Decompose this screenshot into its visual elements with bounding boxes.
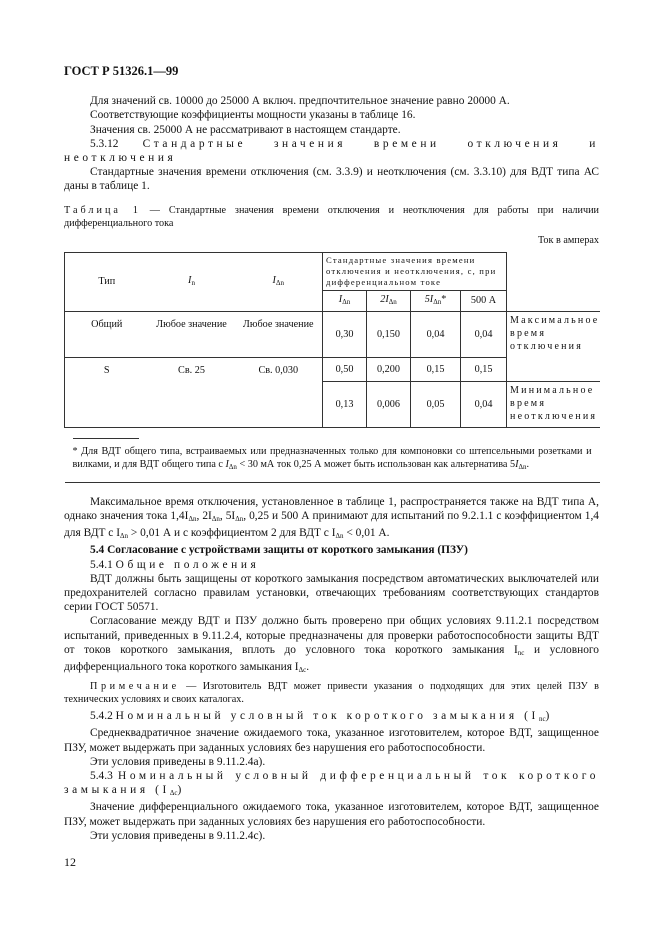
document-page (64, 64, 599, 843)
table-cell: Св. 25 (149, 357, 235, 427)
footnote-rule (73, 438, 139, 439)
section-5-4-2-heading: 5.4.2 Номинальный условный ток короткого замыкания $(I_{nc})$ (90, 710, 550, 724)
section-title: Стандартные значения времени отключения и неотключения (64, 137, 599, 165)
table-cell: Любое значение (235, 311, 323, 357)
table-cell: 0,13 (323, 381, 367, 427)
row-note: Минимальное время неотключения (507, 381, 600, 427)
table-cell: Общий (65, 311, 149, 357)
header-c2: $2I_{\Delta n}$ (367, 290, 411, 311)
paragraph: Значение дифференциального ожидаемого тока, указанное изготовителем, которое ВДТ, защищенное ПЗУ, может выдержать при заданных условиях без нарушения его работоспособности. (64, 801, 599, 828)
document-header: ГОСТ Р 51326.1—99 (64, 64, 179, 78)
page-number: 12 (64, 855, 76, 869)
table-units: Ток в амперах (537, 234, 599, 246)
section-5-4-1-heading: 5.4.1 Общие положения (90, 558, 260, 571)
table-cell: S (65, 357, 149, 427)
table-cell: 0,30 (323, 311, 367, 357)
section-5-4-heading: 5.4 Согласование с устройствами защиты от короткого замыкания (ПЗУ) (90, 544, 468, 557)
table-cell: 0,150 (367, 311, 411, 357)
paragraph: Эти условия приведены в 9.11.2.4с). (90, 829, 266, 842)
header-idn: $I_{\Delta n}$ (235, 252, 323, 311)
header-c1: $I_{\Delta n}$ (323, 290, 367, 311)
table-footnote: * Для ВДТ общего типа, встраиваемых или предназначенных только для компоновки со штепсельными розетками и вилками, и для ВДТ общего типа с $I_{\Delta n} < 30$ мА ток 0,25 А может быть использован как альтернатива $5I_{\Delta n}$. (65, 427, 600, 482)
paragraph: Эти условия приведены в 9.11.2.4а). (90, 755, 266, 768)
table-cell: 0,50 (323, 357, 367, 381)
row-note: Максимальное время отключения (507, 311, 600, 381)
table-1 (64, 252, 600, 483)
table-cell: 0,04 (461, 381, 507, 427)
section-5-4-3-heading: 5.4.3 Номинальный условный дифференциальный ток короткого замыкания $(I_{\Delta c})$ (64, 770, 599, 798)
table-cell: 0,15 (411, 357, 461, 381)
paragraph: ВДТ должны быть защищены от короткого замыкания посредством автоматических выключателей или предохранителей согласно правилам установки, отвечающих требованиям соответствующих стандартов серии ГОСТ 50571. (64, 572, 599, 614)
header-c4: 500 А (461, 290, 507, 311)
header-blank (507, 252, 600, 311)
note: Примечание — Изготовитель ВДТ может привести указания о подходящих для этих целей ПЗУ в технических условиях и своих каталогах. (64, 681, 599, 706)
table-cell: 0,200 (367, 357, 411, 381)
table-cell: Любое значение (149, 311, 235, 357)
after-table-paragraph: Максимальное время отключения, установленное в таблице 1, распространяется также на ВДТ типа А, однако значения тока $1,4I_{\Delta n}$, $2I_{\Delta n}$, $5I_{\Delta n}$, 0,25 и 500 А принимают для испытаний по 9.2.1.1 с коэффициентом 1,4 для ВДТ с $I_{\Delta n} > 0,01$ А и с коэффициентом 2 для ВДТ с $I_{\Delta n} < 0,01$ А. (64, 495, 599, 541)
header-in: $I_n$ (149, 252, 235, 311)
header-type: Тип (65, 252, 149, 311)
table-cell: 0,04 (411, 311, 461, 357)
table-cell: 0,15 (461, 357, 507, 381)
table-cell: 0,006 (367, 381, 411, 427)
table-caption: Таблица 1 — Стандартные значения времени отключения и неотключения для работы при наличии дифференциального тока (64, 204, 599, 229)
header-c3: $5I_{\Delta n}*$ (411, 290, 461, 311)
section-5-3-12-heading (64, 137, 599, 165)
paragraph: Среднеквадратичное значение ожидаемого тока, указанное изготовителем, которое ВДТ, защищенное ПЗУ, может выдержать при заданных условиях без нарушения его работоспособности. (64, 727, 599, 754)
table-cell: 0,04 (461, 311, 507, 357)
header-group: Стандартные значения времени отключения и неотключения, с, при дифференциальном токе (323, 252, 507, 290)
paragraph: Согласование между ВДТ и ПЗУ должно быть проверено при общих условиях 9.11.2.1 посредством испытаний, приведенных в 9.11.2.4, которые предназначены для проверки работоспособности защиты ВДТ от токов короткого замыкания, вплоть до условного тока короткого замыкания $I_{nc}$ и условного дифференциального тока короткого замыкания $I_{\Delta c}$. (64, 615, 599, 675)
section-5-3-12-text: Стандартные значения времени отключения (см. 3.3.9) и неотключения (см. 3.3.10) для ВДТ типа АС даны в таблице 1. (64, 166, 599, 193)
intro-line: Для значений св. 10000 до 25000 А включ. предпочтительное значение равно 20000 А. (90, 95, 510, 108)
intro-line: Значения св. 25000 А не рассматривают в настоящем стандарте. (90, 123, 401, 136)
table-cell: 0,05 (411, 381, 461, 427)
table-cell: Св. 0,030 (235, 357, 323, 427)
section-number: 5.3.12 (90, 137, 119, 150)
intro-line: Соответствующие коэффициенты мощности указаны в таблице 16. (90, 109, 416, 122)
